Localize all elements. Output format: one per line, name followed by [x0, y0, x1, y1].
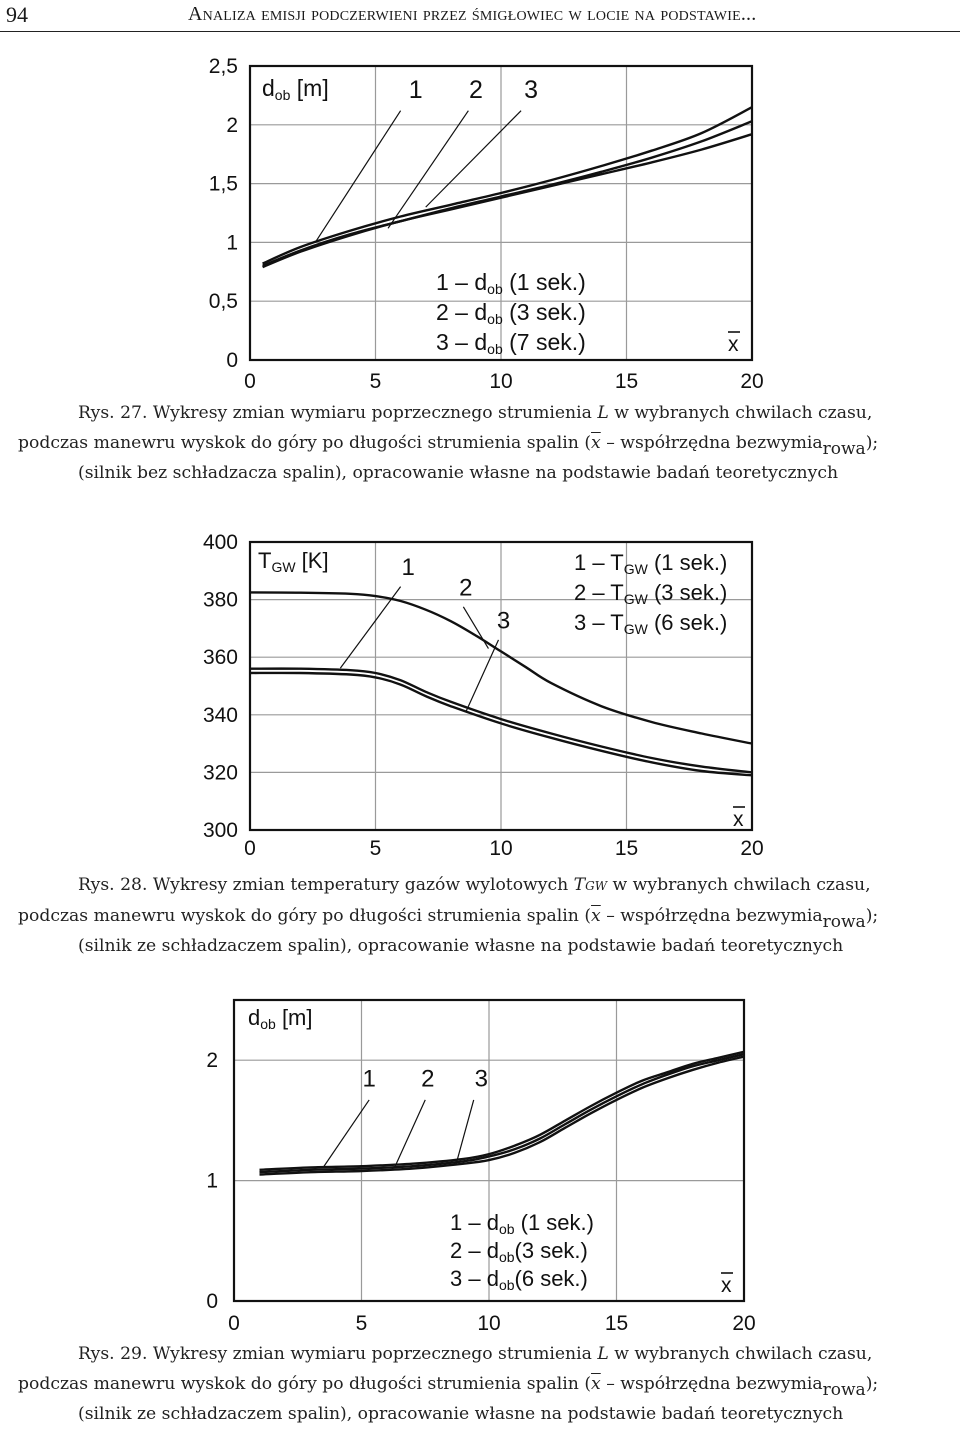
page-header — [0, 0, 960, 32]
legend-entry-2: 2 – TGW (3 sek.) — [574, 580, 728, 607]
x-tick-label: 0 — [244, 370, 256, 393]
y-tick-label: 2 — [226, 113, 238, 137]
chart-dob-no-cooler — [0, 40, 960, 400]
legend-entry-2: 2 – dob(3 sek.) — [450, 1238, 588, 1265]
curve-pointer-2 — [395, 1100, 426, 1167]
header-rule — [0, 31, 960, 32]
curve-pointer-1 — [315, 111, 400, 243]
caption-line-3: (silnik bez schładzacza spalin), opracowanie własne na podstawie badań teoretycznych — [78, 463, 839, 483]
curve-pointer-3 — [466, 640, 499, 712]
y-tick-label: 2,5 — [208, 55, 238, 78]
curve-label-2: 2 — [421, 1065, 435, 1093]
y-axis-label: dob [m] — [248, 1005, 313, 1032]
y-tick-label: 2 — [206, 1049, 218, 1073]
figure-28-caption — [18, 870, 958, 961]
x-tick-label: 5 — [369, 370, 382, 393]
y-tick-label: 0 — [226, 349, 238, 372]
x-tick-label: 15 — [604, 1312, 629, 1335]
y-tick-label: 1 — [206, 1169, 218, 1193]
curve-label-1: 1 — [408, 75, 423, 104]
curve-pointer-2 — [463, 607, 488, 649]
y-tick-label: 0,5 — [208, 290, 238, 314]
y-tick-label: 400 — [202, 531, 238, 554]
x-tick-label: 5 — [355, 1312, 368, 1335]
x-tick-label: 20 — [740, 837, 764, 860]
y-tick-label: 1 — [226, 231, 238, 255]
x-tick-label: 0 — [228, 1312, 240, 1335]
x-tick-label: 20 — [732, 1312, 756, 1335]
caption-line-2: podczas manewru wyskok do góry po długości strumienia spalin ($\overline{x}$ – współrzędna bezwymiarowa); — [18, 1374, 879, 1400]
caption-line-3: (silnik ze schładzaczem spalin), opracowanie własne na podstawie badań teoretycznych — [78, 936, 844, 956]
x-axis-label: x — [733, 808, 744, 831]
figure-29-caption — [18, 1339, 958, 1429]
legend-entry-3: 3 – dob(6 sek.) — [450, 1266, 588, 1293]
curve-label-3: 3 — [524, 75, 539, 104]
legend-entry-1: 1 – dob (1 sek.) — [436, 269, 586, 297]
x-tick-label: 10 — [489, 837, 513, 860]
legend-entry-3: 3 – TGW (6 sek.) — [574, 610, 728, 637]
figure-27-caption — [18, 398, 958, 488]
chart-dob-cooler — [0, 985, 960, 1340]
x-tick-label: 0 — [244, 837, 256, 860]
series-line-3 — [263, 134, 752, 267]
figure-27 — [0, 40, 960, 490]
legend-entry-3: 3 – dob (7 sek.) — [436, 329, 586, 357]
figure-29 — [0, 985, 960, 1435]
y-tick-label: 320 — [202, 761, 238, 785]
x-tick-label: 20 — [740, 370, 764, 393]
curve-pointer-1 — [340, 587, 400, 669]
y-tick-label: 300 — [202, 819, 238, 842]
y-axis-label: TGW [K] — [258, 548, 329, 575]
caption-line-2: podczas manewru wyskok do góry po długości strumienia spalin ($\overline{x}$ – współrzędna bezwymiarowa); — [18, 433, 879, 459]
x-tick-label: 10 — [477, 1312, 501, 1335]
caption-line-3: (silnik ze schładzaczem spalin), opracowanie własne na podstawie badań teoretycznych — [78, 1404, 844, 1424]
y-tick-label: 1,5 — [208, 172, 238, 196]
x-tick-label: 5 — [369, 837, 382, 860]
x-tick-label: 15 — [614, 837, 639, 860]
chart-tgw-cooler — [0, 520, 960, 870]
caption-line-1: Rys. 29. Wykresy zmian wymiaru poprzecznego strumienia L w wybranych chwilach czasu, — [78, 1344, 873, 1364]
curve-label-2: 2 — [459, 574, 473, 602]
caption-line-2: podczas manewru wyskok do góry po długości strumienia spalin ($\overline{x}$ – współrzędna bezwymiarowa); — [18, 906, 879, 932]
curve-pointer-3 — [456, 1100, 474, 1165]
caption-line-1: Rys. 28. Wykresy zmian temperatury gazów wylotowych TGW w wybranych chwilach czasu, — [78, 875, 871, 895]
running-title: Analiza emisji podczerwieni przez śmigłowiec w locie na podstawie... — [188, 3, 757, 25]
y-tick-label: 340 — [202, 703, 238, 727]
curve-pointer-1 — [323, 1100, 369, 1167]
legend-entry-2: 2 – dob (3 sek.) — [436, 299, 586, 327]
x-axis-label: x — [728, 333, 739, 356]
y-tick-label: 360 — [202, 646, 238, 670]
legend-entry-1: 1 – dob (1 sek.) — [450, 1210, 594, 1237]
y-tick-label: 380 — [202, 588, 238, 612]
curve-label-3: 3 — [496, 607, 511, 635]
curve-label-1: 1 — [401, 554, 415, 582]
page-number: 94 — [6, 2, 28, 27]
legend-entry-1: 1 – TGW (1 sek.) — [574, 550, 728, 577]
x-tick-label: 10 — [489, 370, 513, 393]
figure-28 — [0, 520, 960, 965]
curve-label-3: 3 — [474, 1065, 489, 1093]
y-axis-label: dob [m] — [262, 75, 329, 103]
curve-label-2: 2 — [468, 75, 483, 104]
x-axis-label: x — [721, 1274, 732, 1297]
x-tick-label: 15 — [614, 370, 639, 393]
y-tick-label: 0 — [206, 1290, 218, 1313]
curve-label-1: 1 — [362, 1065, 376, 1093]
caption-line-1: Rys. 27. Wykresy zmian wymiaru poprzecznego strumienia L w wybranych chwilach czasu, — [78, 403, 873, 423]
